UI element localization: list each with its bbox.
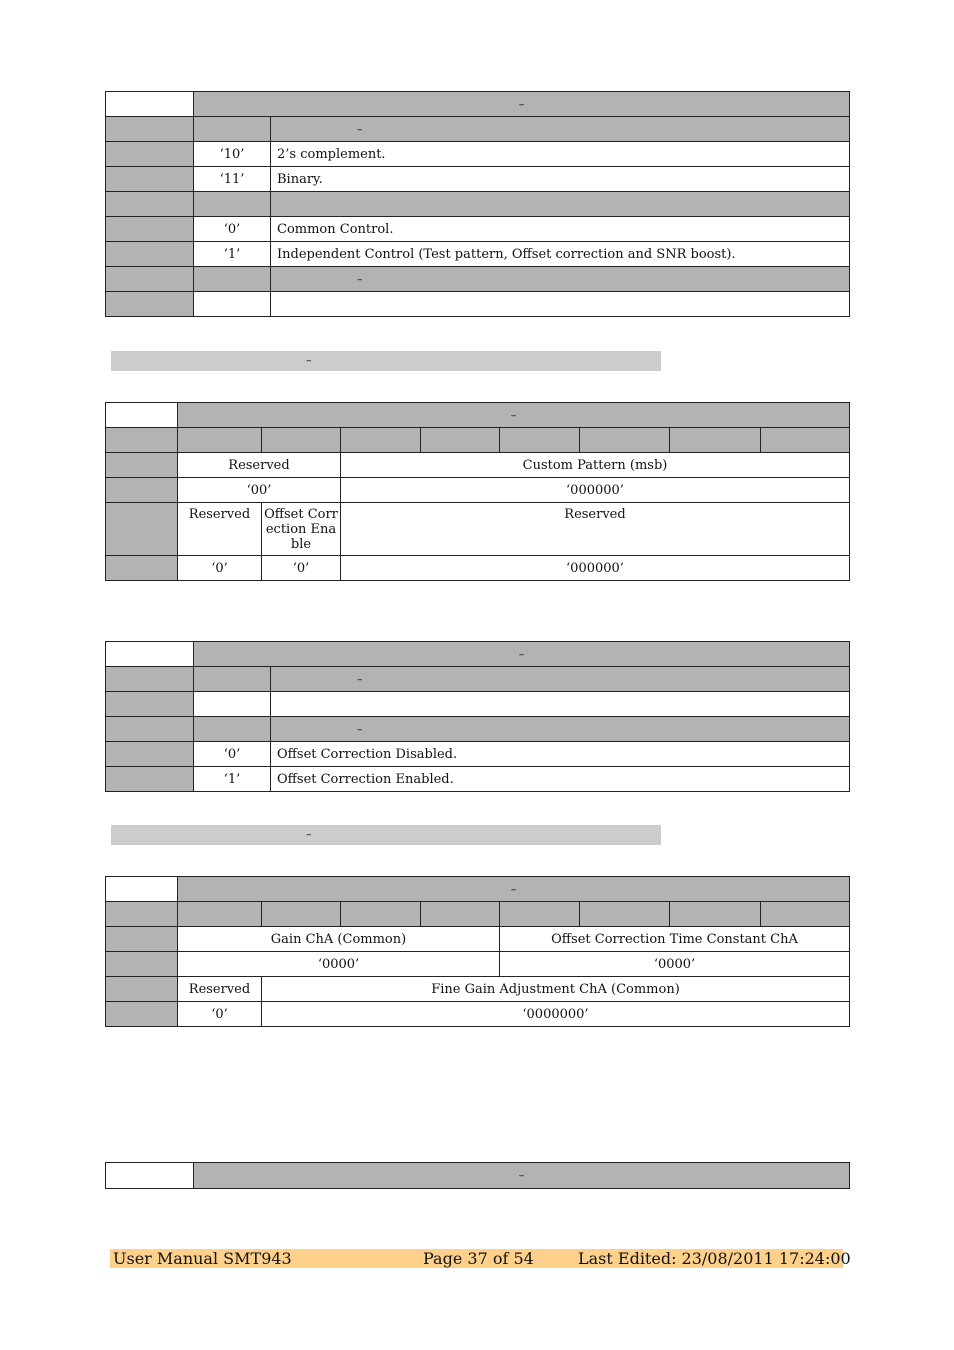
register-table-5	[105, 1162, 850, 1189]
table4-bit-head	[421, 902, 500, 927]
table2-bit-head	[670, 428, 761, 453]
table4-row-label	[106, 952, 178, 977]
table2-bit-head	[178, 428, 262, 453]
section-heading-bar	[111, 825, 661, 845]
table3-corner-cell	[106, 642, 194, 667]
table4-default: ‘0000’	[500, 952, 850, 977]
table4-bit-head	[500, 902, 580, 927]
table2-row-label	[106, 478, 178, 503]
table2-bit-head	[580, 428, 670, 453]
table4-corner-cell	[106, 877, 178, 902]
table2-default: ‘0’	[178, 556, 262, 581]
table2-bit-head	[421, 428, 500, 453]
table2-header: –	[178, 403, 850, 428]
table1-field-head	[271, 192, 850, 217]
table2-default: ‘00’	[178, 478, 341, 503]
table3-desc	[271, 692, 850, 717]
table3-col-head	[194, 717, 271, 742]
register-table-4	[105, 876, 850, 1027]
table3-value	[194, 692, 271, 717]
table2-reserved: Reserved	[341, 503, 850, 556]
table4-gain: Gain ChA (Common)	[178, 927, 500, 952]
table3-desc: Offset Correction Disabled.	[271, 742, 850, 767]
table4-bit-head	[341, 902, 421, 927]
table2-row-label	[106, 453, 178, 478]
table3-value: ‘1’	[194, 767, 271, 792]
table4-row-label	[106, 977, 178, 1002]
table3-row-label	[106, 767, 194, 792]
table2-reserved: Reserved	[178, 503, 262, 556]
table2-row-label	[106, 428, 178, 453]
table1-field-head: –	[271, 267, 850, 292]
table1-row-label	[106, 217, 194, 242]
footer-page-number: Page 37 of 54	[423, 1249, 534, 1268]
table2-row-label	[106, 503, 178, 556]
table4-fine-gain: Fine Gain Adjustment ChA (Common)	[262, 977, 850, 1002]
table4-row-label	[106, 927, 178, 952]
table2-default: ‘000000’	[341, 556, 850, 581]
table1-desc	[271, 292, 850, 317]
table2-default: ‘0’	[262, 556, 341, 581]
table4-offset-time-constant: Offset Correction Time Constant ChA	[500, 927, 850, 952]
table2-reserved: Reserved	[178, 453, 341, 478]
table4-default: ‘0000’	[178, 952, 500, 977]
table1-col-head	[194, 267, 271, 292]
table5-header: –	[194, 1163, 850, 1189]
table1-col-head	[194, 192, 271, 217]
table1-row-label	[106, 117, 194, 142]
footer-manual-title: User Manual SMT943	[113, 1249, 292, 1268]
page-footer	[110, 1249, 851, 1268]
table4-bit-head	[580, 902, 670, 927]
table1-field-head: –	[271, 117, 850, 142]
table3-header: –	[194, 642, 850, 667]
table2-bit-head	[500, 428, 580, 453]
table3-row-label	[106, 742, 194, 767]
section-heading-dash: –	[306, 828, 312, 841]
section-heading-bar	[111, 351, 661, 371]
table1-value	[194, 292, 271, 317]
table4-bit-head	[178, 902, 262, 927]
table2-bit-head	[341, 428, 421, 453]
table1-desc: Common Control.	[271, 217, 850, 242]
table3-value: ‘0’	[194, 742, 271, 767]
table1-desc: Binary.	[271, 167, 850, 192]
table1-row-label	[106, 167, 194, 192]
table1-col-head	[194, 117, 271, 142]
table1-row-label	[106, 192, 194, 217]
table3-field-head: –	[271, 667, 850, 692]
table2-bit-head	[761, 428, 850, 453]
table2-row-label	[106, 556, 178, 581]
table3-row-label	[106, 667, 194, 692]
table4-bit-head	[670, 902, 761, 927]
table1-row-label	[106, 267, 194, 292]
table4-default: ‘0’	[178, 1002, 262, 1027]
register-table-2	[105, 402, 850, 581]
table3-field-head: –	[271, 717, 850, 742]
table1-value: ‘10’	[194, 142, 271, 167]
table4-reserved: Reserved	[178, 977, 262, 1002]
table1-corner-cell	[106, 92, 194, 117]
table4-header: –	[178, 877, 850, 902]
table1-value: ‘1’	[194, 242, 271, 267]
footer-last-edited: Last Edited: 23/08/2011 17:24:00	[578, 1249, 851, 1268]
table1-row-label	[106, 292, 194, 317]
table2-bit-head	[262, 428, 341, 453]
table2-corner-cell	[106, 403, 178, 428]
table2-custom-pattern: Custom Pattern (msb)	[341, 453, 850, 478]
table1-value: ‘11’	[194, 167, 271, 192]
table1-header: –	[194, 92, 850, 117]
table4-bit-head	[262, 902, 341, 927]
table4-row-label	[106, 1002, 178, 1027]
table1-row-label	[106, 242, 194, 267]
table5-corner-cell	[106, 1163, 194, 1189]
table3-row-label	[106, 692, 194, 717]
table4-row-label	[106, 902, 178, 927]
table3-row-label	[106, 717, 194, 742]
table4-default: ‘0000000’	[262, 1002, 850, 1027]
register-table-3	[105, 641, 850, 792]
table3-col-head	[194, 667, 271, 692]
table1-desc: Independent Control (Test pattern, Offset correction and SNR boost).	[271, 242, 850, 267]
table2-default: ‘000000’	[341, 478, 850, 503]
table2-offset-correction-enable: Offset Correction Enable	[262, 503, 341, 556]
table1-desc: 2’s complement.	[271, 142, 850, 167]
table1-row-label	[106, 142, 194, 167]
table4-bit-head	[761, 902, 850, 927]
table1-value: ‘0’	[194, 217, 271, 242]
register-table-1	[105, 91, 850, 317]
table3-desc: Offset Correction Enabled.	[271, 767, 850, 792]
section-heading-dash: –	[306, 354, 312, 367]
